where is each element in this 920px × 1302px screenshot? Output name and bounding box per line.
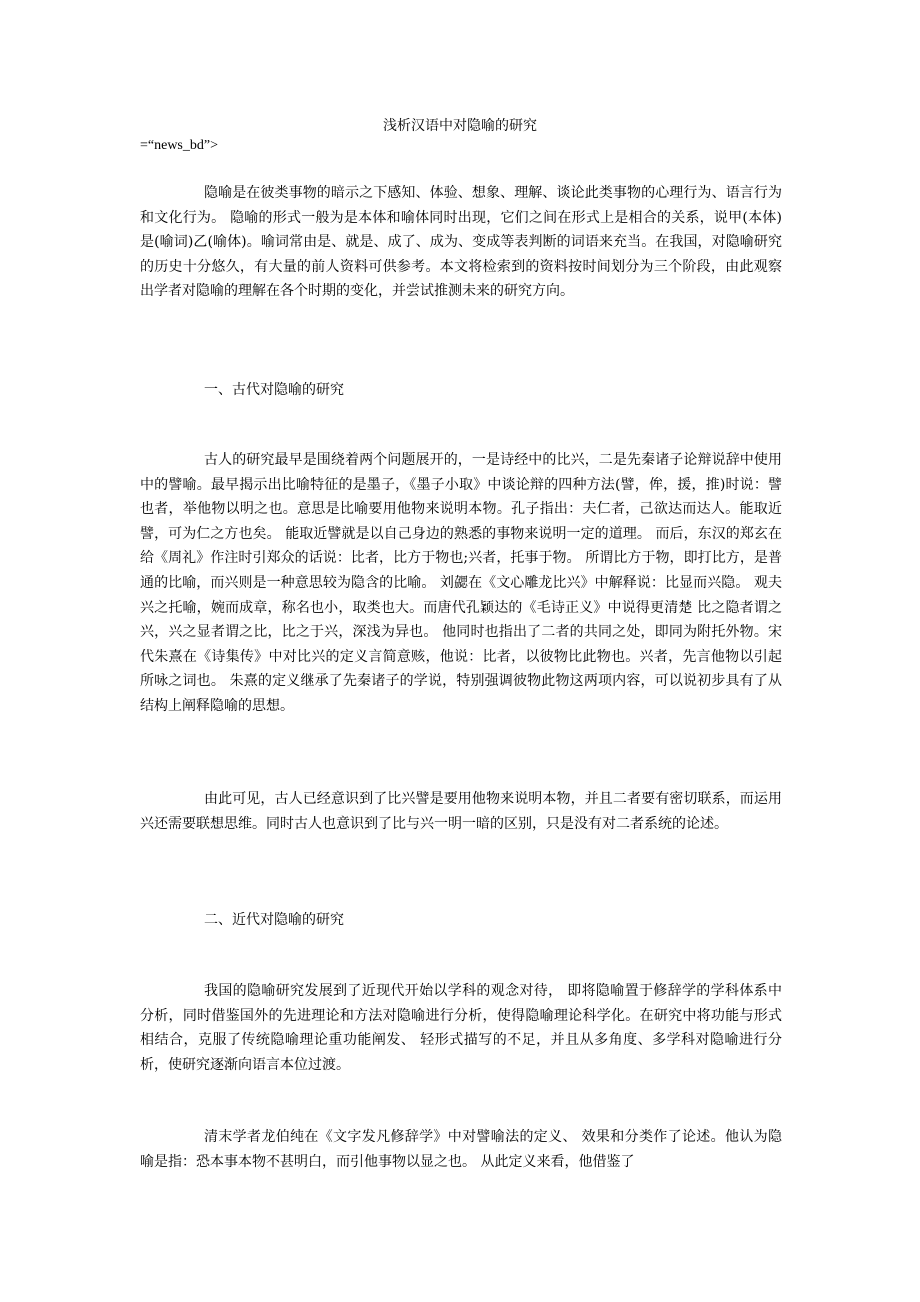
- ancient-research-paragraph: 古人的研究最早是围绕着两个问题展开的，一是诗经中的比兴，二是先秦诸子论辩说辞中使用中的譬喻。最早揭示出比喻特征的是墨子，《墨子小取》中谈论辩的四种方法(譬，侔，援，推)时说：譬也者，举他物以明之也。意思是比喻要用他物来说明本物。孔子指出：夫仁者，己欲达而达人。能取近譬，可为仁之方也矣。 能取近譬就是以自己身边的熟悉的事物来说明一定的道理。 而后，东汉的郑玄在给《周礼》作注时引郑众的话说：比者，比方于物也;兴者，托事于物。 所谓比方于物，即打比方，是普通的比喻，而兴则是一种意思较为隐含的比喻。 刘勰在《文心雕龙比兴》中解释说：比显而兴隐。 观夫兴之托喻，婉而成章，称名也小，取类也大。而唐代孔颖达的《毛诗正义》中说得更清楚 比之隐者谓之兴，兴之显者谓之比，比之于兴，深浅为异也。 他同时也指出了二者的共同之处，即同为附托外物。宋代朱熹在《诗集传》中对比兴的定义言简意赅，他说：比者，以彼物比此物也。兴者，先言他物以引起所咏之词也。 朱熹的定义继承了先秦诸子的学说，特别强调彼物此物这两项内容，可以说初步具有了从结构上阐释隐喻的思想。: [140, 452, 782, 714]
- modern-research-paragraph: 我国的隐喻研究发展到了近现代开始以学科的观念对待， 即将隐喻置于修辞学的学科体系中分析，同时借鉴国外的先进理论和方法对隐喻进行分析，使得隐喻理论科学化。在研究中将功能与形式相结合，克服了传统隐喻理论重功能阐发、 轻形式描写的不足，并且从多角度、多学科对隐喻进行分析，使研究逐渐向语言本位过渡。: [140, 983, 782, 1073]
- stray-code-fragment: =“news_bd”>: [140, 138, 218, 153]
- intro-paragraph: 隐喻是在彼类事物的暗示之下感知、体验、想象、理解、谈论此类事物的心理行为、语言行为和文化行为。 隐喻的形式一般为是本体和喻体同时出现，它们之间在形式上是相合的关系，说甲(本体)是(喻词)乙(喻体)。喻词常由是、就是、成了、成为、变成等表判断的词语来充当。在我国，对隐喻研究的历史十分悠久，有大量的前人资料可供参考。本文将检索到的资料按时间划分为三个阶段，由此观察出学者对隐喻的理解在各个时期的变化，并尝试推测未来的研究方向。: [140, 185, 782, 300]
- section-heading-modern: 二、近代对隐喻的研究: [204, 912, 344, 928]
- section-heading-ancient: 一、古代对隐喻的研究: [204, 382, 344, 398]
- document-title: 浅析汉语中对隐喻的研究: [383, 118, 537, 134]
- ancient-summary-paragraph: 由此可见，古人已经意识到了比兴譬是要用他物来说明本物，并且二者要有密切联系，而运用兴还需要联想思维。同时古人也意识到了比与兴一明一暗的区别，只是没有对二者系统的论述。: [140, 791, 782, 832]
- long-bochun-paragraph: 清末学者龙伯纯在《文字发凡修辞学》中对譬喻法的定义、 效果和分类作了论述。他认为隐喻是指：恐本事本物不甚明白，而引他事物以显之也。 从此定义来看，他借鉴了: [140, 1129, 782, 1170]
